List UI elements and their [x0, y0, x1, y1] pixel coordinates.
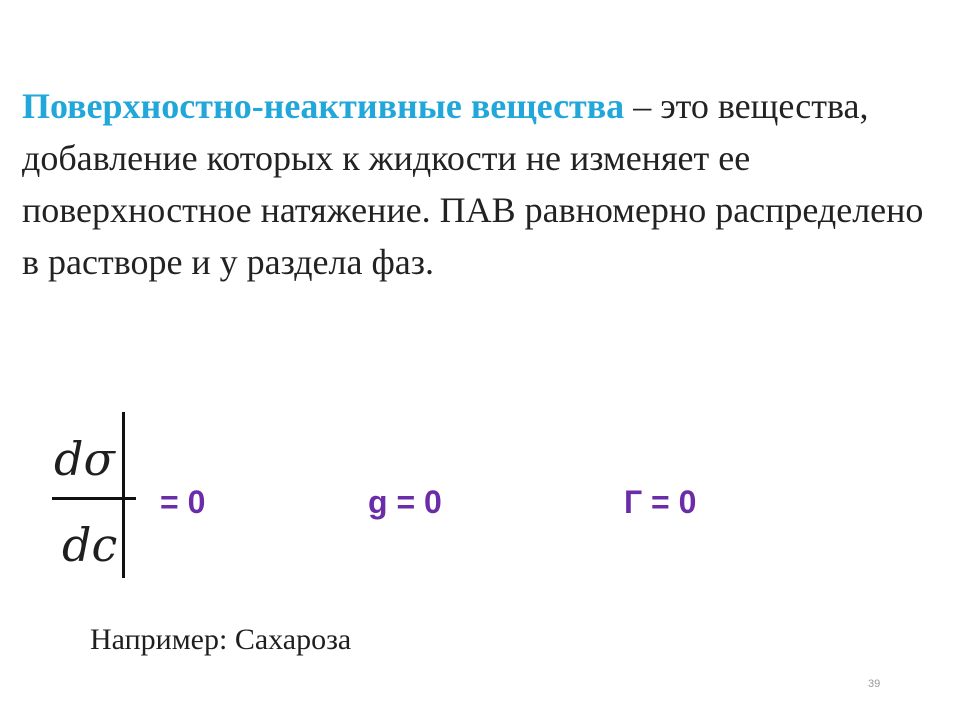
g-equals-zero: g = 0 — [368, 484, 442, 520]
example-text: Например: Сахароза — [90, 623, 352, 656]
definition-text: – это вещества, добавление которых к жидкости не изменяет ее поверхностное натяжение. ПАВ равномерно распределено в растворе и у раздела фаз. — [22, 86, 924, 282]
derivative-equals-zero: = 0 — [160, 484, 206, 520]
page-number: 39 — [868, 678, 881, 690]
gamma-equals-zero: Г = 0 — [624, 484, 697, 520]
derivative-fraction — [50, 412, 140, 580]
definition-term: Поверхностно-неактивные вещества — [22, 86, 625, 126]
definition-paragraph — [22, 80, 942, 288]
evaluation-bar — [122, 412, 125, 578]
fraction-numerator: dσ — [54, 432, 115, 486]
fraction-denominator: dc — [62, 518, 118, 572]
